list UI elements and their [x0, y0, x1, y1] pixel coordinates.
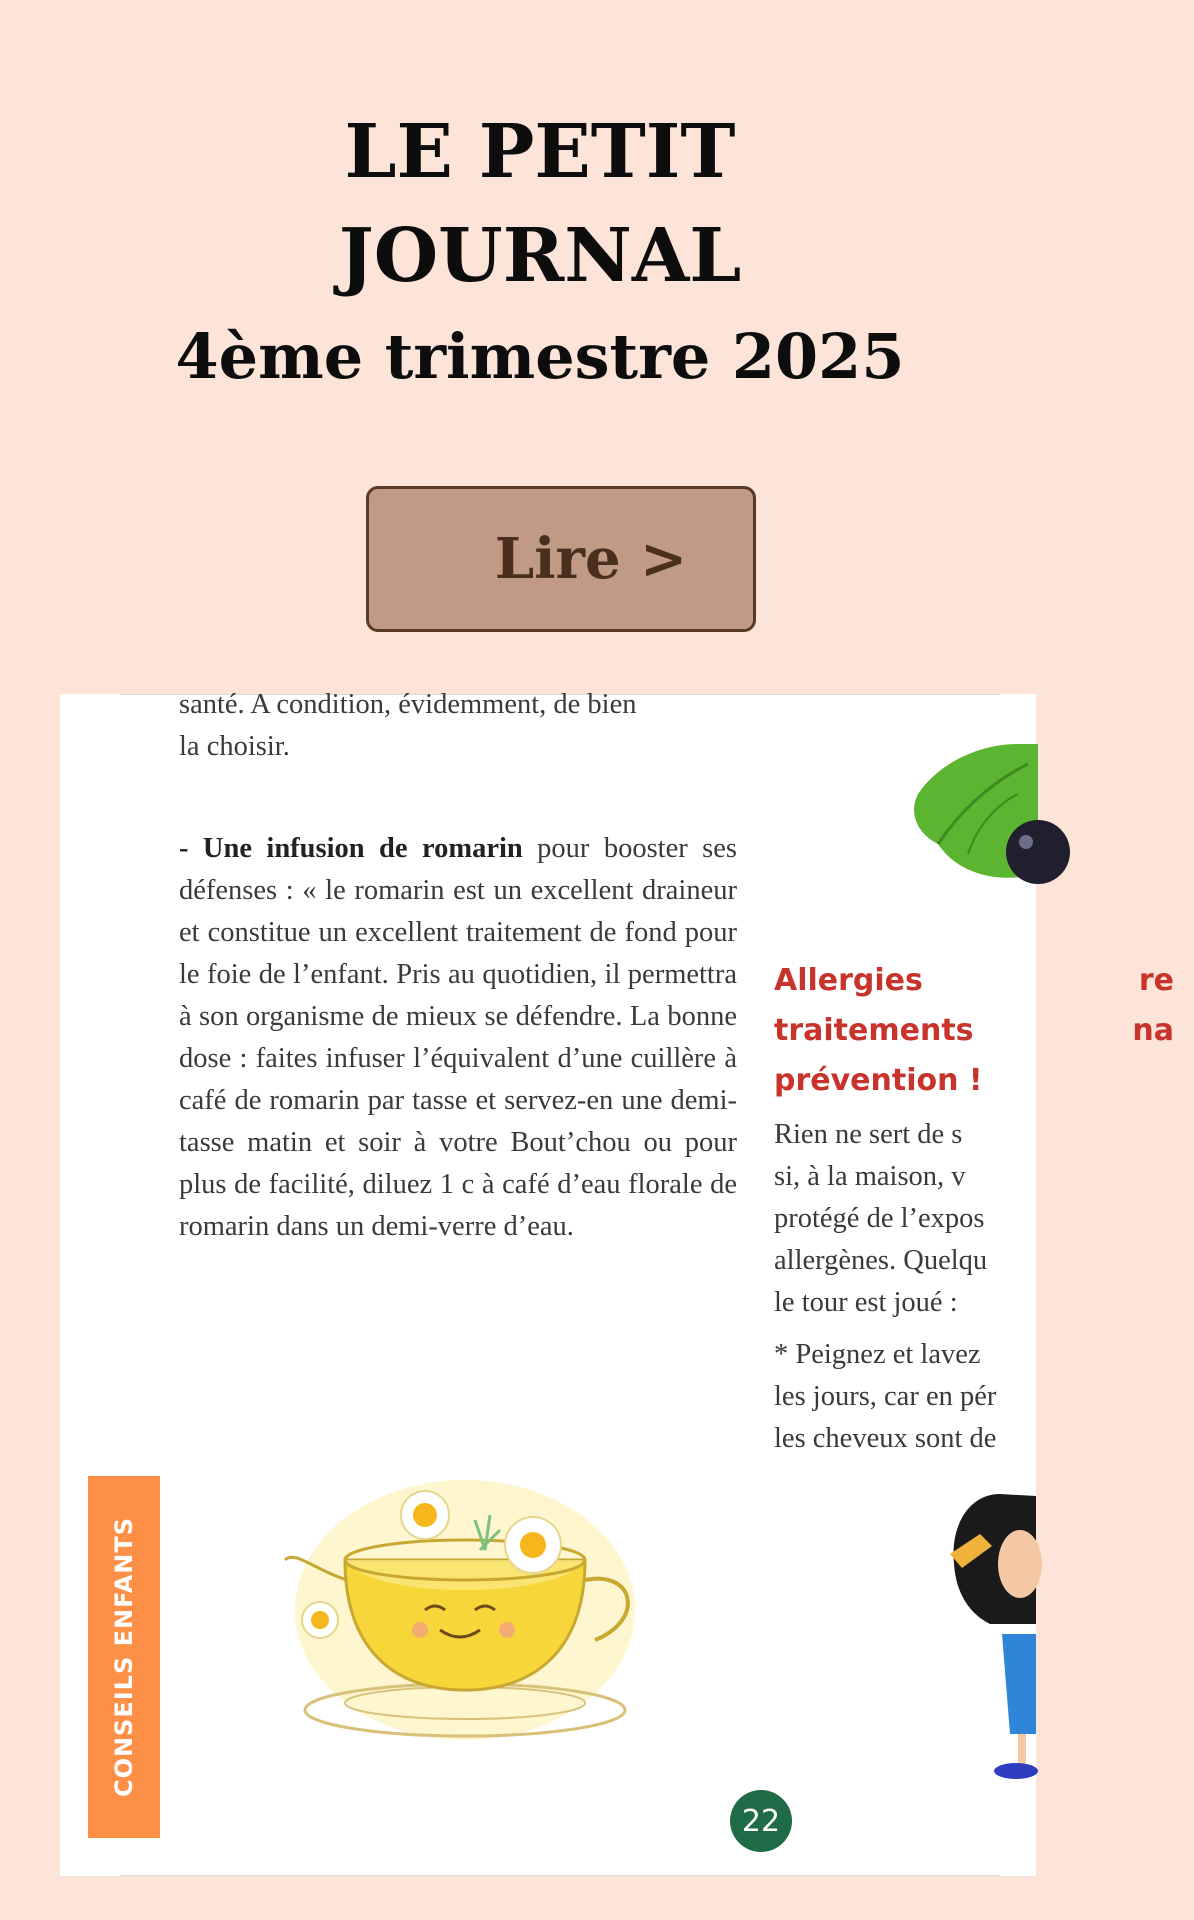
- allergies-text: [774, 1114, 1194, 1460]
- text-line: allergènes. Quelqu: [774, 1245, 988, 1276]
- tip-body: pour booster ses défenses : « le romarin est un excellent draineur et constitue un excellent traitement de fond pour le foie de l’enfant. Pris au quotidien, il permettra à son organisme de mieux se défendre. La bonne dose : faites infuser l’équivalent d’une cuillère à café de romarin par tasse et servez-en une demi-tasse matin et soir à votre Bout’chou ou pour plus de facilité, diluez 1 c à café d’eau florale de romarin dans un demi-verre d’eau.: [179, 833, 737, 1242]
- heading-word: traitements: [774, 1013, 974, 1048]
- text-line: les cheveux sont de: [774, 1423, 997, 1454]
- magazine-page-preview: [60, 689, 1174, 1876]
- title-line-2: JOURNAL: [338, 213, 742, 299]
- heading-word: na: [1132, 1013, 1174, 1048]
- text-line: * Peignez et lavez: [774, 1339, 981, 1370]
- text-line: Rien ne sert de s: [774, 1119, 963, 1150]
- journal-title: [0, 100, 1080, 402]
- text-line: les jours, car en pér: [774, 1381, 997, 1412]
- heading-word: re: [1138, 963, 1174, 998]
- intro-text: [179, 684, 737, 768]
- heading-word: Allergies: [774, 963, 923, 998]
- intro-line-1: santé. A condition, évidemment, de bien: [179, 689, 637, 720]
- intro-line-2: la choisir.: [179, 731, 290, 762]
- daisy-icon: [505, 1517, 561, 1573]
- text-line: protégé de l’expos: [774, 1203, 985, 1234]
- daisy-icon: [302, 1602, 338, 1638]
- conseils-enfants-tab: [88, 1476, 160, 1838]
- page-number: 22: [741, 1803, 781, 1839]
- tip-heading: - Une infusion de romarin: [179, 833, 523, 864]
- chamomile-tea-cup-illustration: [275, 1460, 675, 1750]
- page-bottom-rule: [120, 1875, 1000, 1876]
- blackcurrant-leaf-illustration: [898, 724, 1038, 894]
- rosemary-tip: [179, 828, 737, 1248]
- daisy-icon: [401, 1491, 449, 1539]
- heading-word: prévention !: [774, 1063, 983, 1098]
- text-line: si, à la maison, v: [774, 1161, 966, 1192]
- left-article-column: [179, 684, 737, 1248]
- side-tab-label: CONSEILS ENFANTS: [110, 1516, 138, 1798]
- page-number-badge: [730, 1790, 792, 1852]
- issue-subtitle: 4ème trimestre 2025: [175, 320, 905, 393]
- read-button[interactable]: [366, 486, 756, 632]
- title-line-1: LE PETIT: [344, 109, 736, 195]
- text-line: le tour est joué :: [774, 1287, 958, 1318]
- allergies-heading: [774, 956, 1174, 1106]
- read-button-label: Lire >: [494, 526, 688, 592]
- girl-brushing-hair-illustration: [940, 1484, 1036, 1784]
